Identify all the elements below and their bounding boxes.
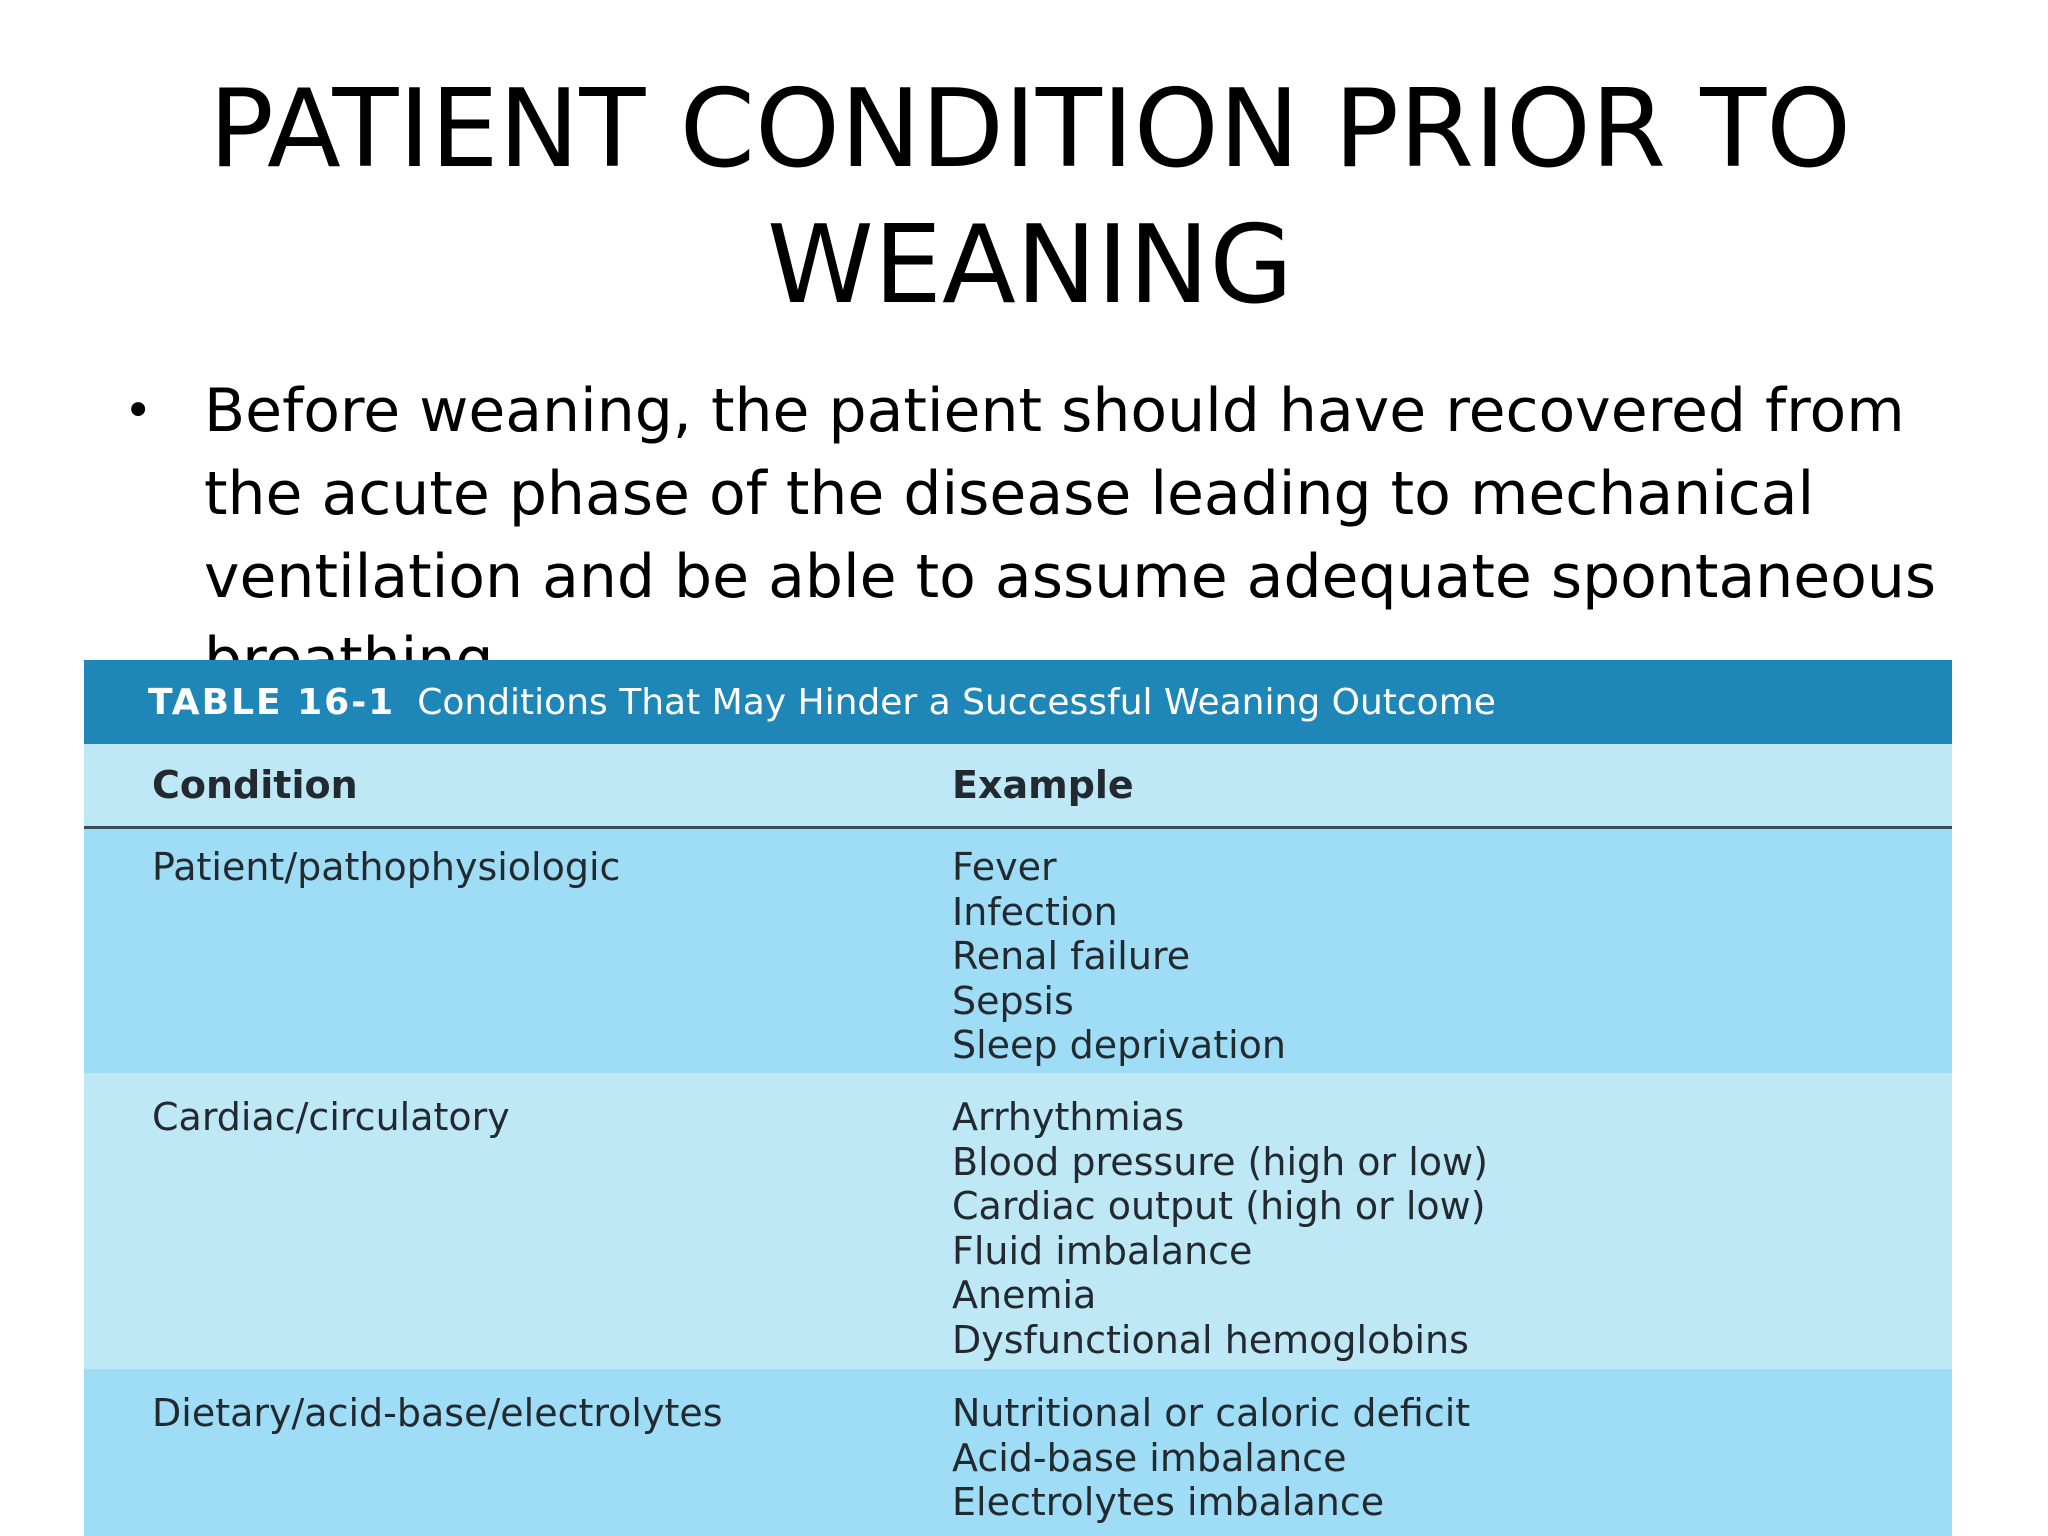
- table-header-row: [84, 744, 1952, 829]
- row-examples: [952, 1095, 1952, 1362]
- example-item: Anemia: [952, 1273, 1097, 1317]
- table-row: [84, 1369, 1952, 1536]
- table-caption: [84, 660, 1952, 744]
- row-examples: [952, 1391, 1952, 1525]
- row-examples: [952, 845, 1952, 1068]
- table-row: [84, 829, 1952, 1073]
- row-condition: Patient/pathophysiologic: [152, 845, 621, 889]
- row-condition: Cardiac/circulatory: [152, 1095, 510, 1139]
- header-example: Example: [952, 763, 1134, 807]
- example-item: Fever: [952, 845, 1057, 889]
- example-item: Electrolytes imbalance: [952, 1480, 1385, 1524]
- table-caption-text: Conditions That May Hinder a Successful Weaning Outcome: [417, 681, 1496, 723]
- example-item: Infection: [952, 889, 1118, 934]
- bullet-item: [120, 370, 1950, 702]
- example-item: Renal failure: [952, 934, 1191, 978]
- table-number: TABLE 16-1: [148, 681, 396, 723]
- example-item: Cardiac output (high or low): [952, 1184, 1486, 1228]
- example-item: Blood pressure (high or low): [952, 1139, 1488, 1184]
- example-item: Fluid imbalance: [952, 1228, 1253, 1273]
- table-row: [84, 1073, 1952, 1369]
- header-condition: Condition: [152, 763, 358, 807]
- bullet-dot-icon: •: [124, 383, 153, 439]
- example-item: Sleep deprivation: [952, 1023, 1287, 1067]
- slide-title: PATIENT CONDITION PRIOR TO WEANING: [208, 67, 1852, 328]
- example-item: Dysfunctional hemoglobins: [952, 1317, 1469, 1362]
- bullet-text: Before weaning, the patient should have recovered from the acute phase of the disease leading to mechanical ventilation and be able to assume adequate spontaneous: [204, 376, 1937, 612]
- example-item: Sepsis: [952, 978, 1074, 1023]
- row-condition: Dietary/acid-base/electrolytes: [152, 1391, 723, 1435]
- example-item: Acid-base imbalance: [952, 1435, 1347, 1480]
- example-item: Arrhythmias: [952, 1095, 1185, 1139]
- conditions-table: [84, 660, 1952, 1536]
- example-item: Nutritional or caloric deficit: [952, 1391, 1471, 1435]
